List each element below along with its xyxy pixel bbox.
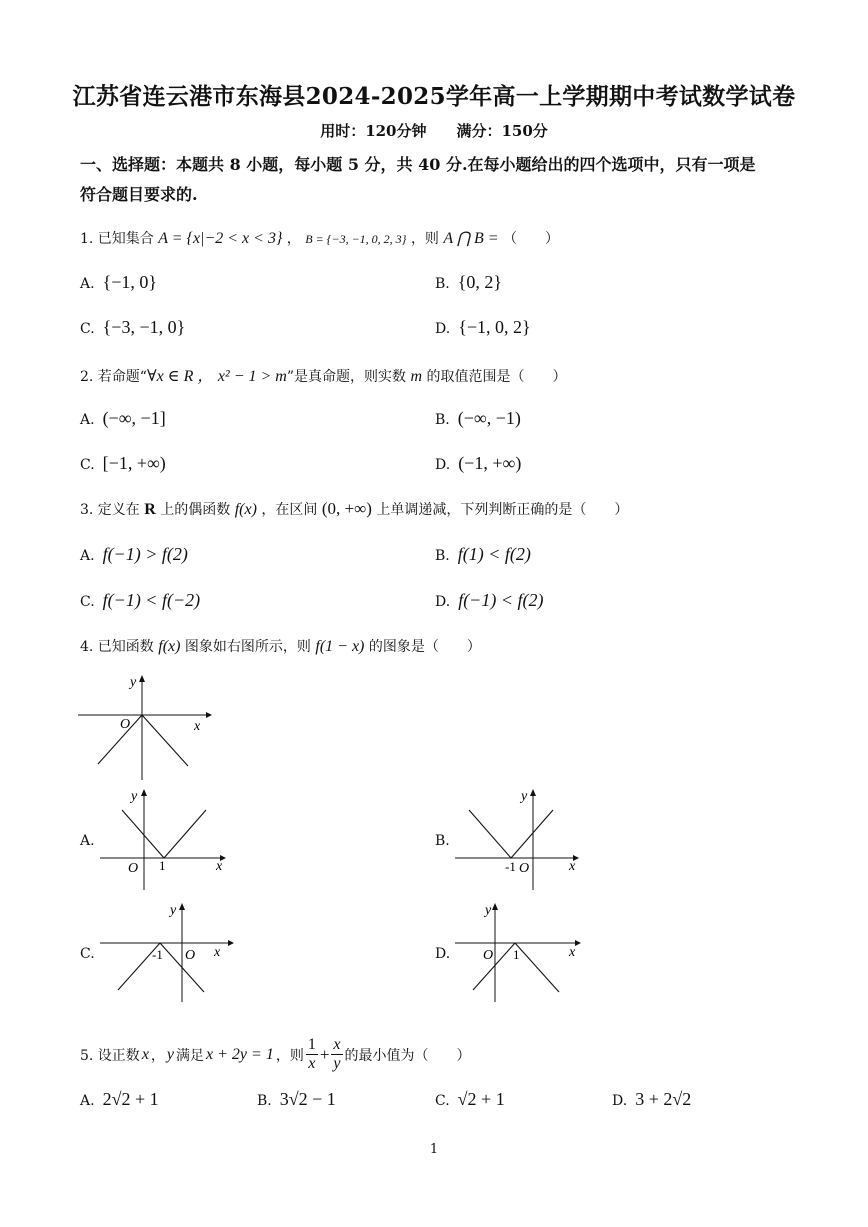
section-heading [80,150,800,210]
q4-option-b-graph[interactable] [455,786,585,890]
q5-option-d[interactable] [612,1089,691,1110]
q5-var-x: x [141,1045,149,1063]
option-label: C. [80,457,95,473]
tick-label: -1 [152,947,163,962]
option-value: {−1, 0, 2} [458,317,531,337]
exam-meta: 用时：120分钟 满分：150分 [320,122,548,140]
option-value: {−3, −1, 0} [102,317,186,337]
q5-option-b[interactable] [257,1089,336,1110]
axis-x-label: x [194,719,201,734]
question-3 [80,499,628,519]
q3-prefix: 3. 定义在 [80,502,140,518]
q2-var: m [410,368,423,385]
q3-r: R [144,501,156,518]
q4-fx: f(x) [158,638,181,655]
q1-sep: ， [286,231,301,247]
q3-fx: f(x) [234,501,257,518]
q2-suffix: 的取值范围是（ ） [426,369,567,385]
origin-label: O [519,861,530,876]
axis-x-label: x [216,859,223,874]
option-label: D. [435,321,451,337]
origin-label: O [185,948,196,963]
q2-ineq: x² − 1 > m [217,368,287,385]
option-label: A. [80,1093,95,1109]
option-label: B. [435,548,450,564]
q3-mid1: 上的偶函数 [160,502,231,518]
q3-option-d[interactable] [435,590,543,611]
option-value: (−1, +∞) [458,453,522,473]
frac-den: y [333,1055,341,1072]
q5-option-a[interactable] [80,1089,159,1110]
axis-y-label: y [130,675,137,690]
option-value: 3 + 2√2 [635,1089,692,1109]
q5-constraint: x + 2y = 1 [206,1045,274,1063]
q2-cond: ∀x ∈ R ， [146,368,214,385]
q5-comma: ， [150,1047,165,1064]
option-label: D. [612,1093,628,1109]
question-1 [80,228,559,248]
option-value: f(−1) < f(−2) [102,590,201,610]
frac-den: x [308,1055,316,1072]
option-label: B. [257,1093,272,1109]
q4-option-c-label[interactable]: C. [80,946,95,962]
option-value: (−∞, −1] [102,408,166,428]
q4-option-c-graph[interactable] [100,900,235,1004]
option-label: B. [435,276,450,292]
option-label: C. [80,321,95,337]
tick-label: 1 [513,947,520,962]
section-heading-line1: 一、选择题：本题共 8 小题，每小题 5 分，共 40 分.在每小题给出的四个选项中，只有一项是 [80,155,756,174]
option-label: A. [80,276,95,292]
q4-option-d-graph[interactable] [455,900,585,1004]
q4-mid: 图象如右图所示，则 [184,639,311,655]
q1-option-a[interactable] [80,272,157,293]
q2-mid: ”是真命题，则实数 [286,369,407,385]
q3-interval: (0, +∞) [321,499,372,518]
option-label: A. [80,412,95,428]
q4-f1x: f(1 − x) [315,638,365,655]
q2-option-a[interactable] [80,408,166,429]
option-value: √2 + 1 [457,1089,505,1109]
q4-option-b-label[interactable]: B. [435,833,450,849]
tick-label: 1 [159,858,166,873]
origin-label: O [128,861,139,876]
frac-num: 1 [307,1036,316,1053]
q1-expr: A ⋂ B = [443,230,499,247]
q5-option-c[interactable] [435,1089,505,1110]
option-label: C. [80,594,95,610]
q5-frac-1 [306,1036,318,1073]
q4-given-graph [78,672,213,780]
option-value: 2√2 + 1 [102,1089,159,1109]
q4-option-a-label[interactable]: A. [80,833,95,849]
question-2 [80,363,567,386]
q1-option-b[interactable] [435,272,502,293]
page-number: 1 [429,1142,439,1157]
axis-y-label: y [170,903,177,918]
option-label: D. [435,594,451,610]
q3-mid2: ，在区间 [261,502,318,518]
q5-suffix: 的最小值为（ ） [344,1047,471,1064]
section-heading-line2: 符合题目要求的. [80,185,198,204]
q4-option-d-label[interactable]: D. [435,946,451,962]
q2-option-c[interactable] [80,453,166,474]
option-value: [−1, +∞) [102,453,166,473]
q1-set-a: A = {x|−2 < x < 3} [158,230,283,247]
frac-num: x [333,1036,341,1053]
option-value: f(−1) < f(2) [458,590,544,610]
option-label: B. [435,412,450,428]
axis-x-label: x [214,945,221,960]
q2-option-d[interactable] [435,453,521,474]
q1-option-c[interactable] [80,317,185,338]
axis-y-label: y [131,789,138,804]
option-value: f(−1) > f(2) [102,544,188,564]
axis-y-label: y [485,903,492,918]
origin-label: O [120,717,131,732]
q5-prefix: 5. 设正数 [80,1047,140,1064]
q4-suffix: 的图象是（ ） [368,639,481,655]
option-value: {0, 2} [457,272,503,292]
tick-label: -1 [505,859,516,874]
question-4 [80,636,481,656]
q3-option-c[interactable] [80,590,200,611]
q1-option-d[interactable] [435,317,531,338]
option-value: 3√2 − 1 [279,1089,336,1109]
q1-paren: （ ） [503,231,560,247]
axis-x-label: x [569,945,576,960]
axis-x-label: x [569,859,576,874]
q2-option-b[interactable] [435,408,521,429]
origin-label: O [483,948,494,963]
option-label: A. [80,548,95,564]
option-value: (−∞, −1) [457,408,521,428]
q3-option-b[interactable] [435,544,531,565]
exam-title: 江苏省连云港市东海县2024-2025学年高一上学期期中考试数学试卷 [72,83,796,110]
q5-then: ，则 [275,1047,304,1064]
option-label: D. [435,457,451,473]
q5-plus: + [319,1044,330,1064]
q4-option-a-graph[interactable] [100,786,235,890]
q1-ask: ，则 [410,231,439,247]
axis-y-label: y [521,789,528,804]
q4-prefix: 4. 已知函数 [80,639,154,655]
option-value: f(1) < f(2) [457,544,531,564]
option-value: {−1, 0} [102,272,157,292]
question-5 [80,1036,471,1073]
q1-prefix: 1. 已知集合 [80,231,154,247]
q1-set-b: B = {−3, −1, 0, 2, 3} [305,232,407,246]
q5-mid: 满足 [176,1047,205,1064]
q3-option-a[interactable] [80,544,188,565]
option-label: C. [435,1093,450,1109]
q2-prefix: 2. 若命题“ [80,369,147,385]
q5-var-y: y [166,1045,175,1063]
q3-suffix: 上单调递减，下列判断正确的是（ ） [376,502,629,518]
q5-frac-2 [331,1036,342,1073]
